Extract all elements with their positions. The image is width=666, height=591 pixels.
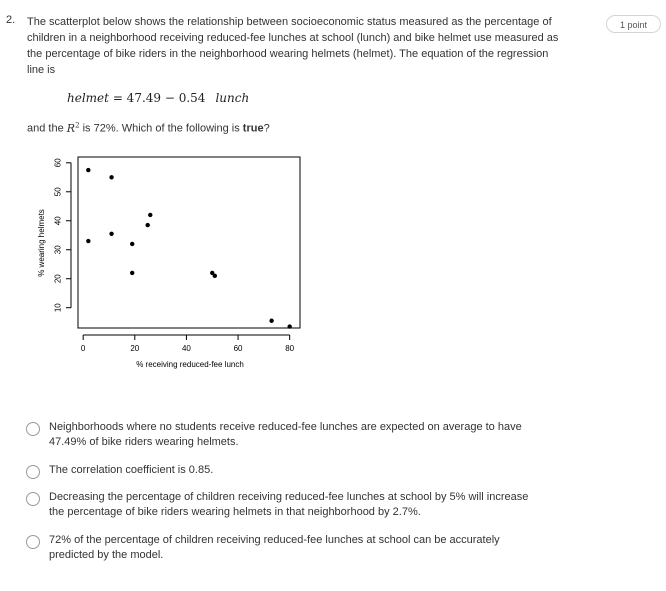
radio-button[interactable]	[26, 465, 40, 479]
y-tick-label: 10	[53, 303, 63, 313]
points-badge: 1 point	[606, 15, 661, 33]
regression-equation	[67, 91, 249, 105]
r2-bold-word: true	[242, 122, 264, 135]
equation-rhs: lunch	[215, 91, 250, 105]
option-text: Neighborhoods where no students receive reduced-fee lunches are expected on average to have 47.49% of bike riders wearing helmets.	[49, 421, 522, 448]
data-point	[287, 324, 291, 328]
r2-suffix: is 72%. Which of the following is	[82, 122, 240, 135]
radio-button[interactable]	[26, 422, 40, 436]
x-tick-label: 20	[130, 344, 140, 353]
x-axis	[81, 335, 295, 353]
y-tick-label: 20	[53, 274, 63, 284]
y-tick-label: 30	[53, 245, 63, 255]
r2-end: ?	[263, 122, 270, 135]
x-tick-label: 80	[285, 344, 295, 353]
answer-option-1[interactable]	[26, 420, 546, 450]
radio-button[interactable]	[26, 535, 40, 549]
data-point	[130, 242, 134, 246]
answer-option-2[interactable]	[26, 463, 546, 478]
data-point	[109, 175, 113, 179]
y-axis-label: % wearing helmets	[37, 209, 46, 277]
r2-symbol: $R^2$	[66, 121, 80, 135]
r2-prefix: and the	[27, 122, 64, 135]
y-axis	[54, 158, 72, 312]
data-point	[86, 239, 90, 243]
option-text: The correlation coefficient is 0.85.	[49, 464, 214, 476]
data-point	[145, 223, 149, 227]
data-point	[109, 232, 113, 236]
question-text: The scatterplot below shows the relationship between socioeconomic status measured as the percentage of children in a neighborhood receiving reduced-fee lunches at school (lunch) and bike helmet use measured as the percentage of bike riders in the neighborhood wearing helmets (helmet). The equation of the regression line is	[27, 16, 559, 76]
data-point	[213, 274, 217, 278]
data-point	[86, 168, 90, 172]
data-point	[130, 271, 134, 275]
r-squared-statement	[27, 121, 270, 135]
scatterplot	[30, 150, 320, 380]
plot-frame	[78, 157, 300, 328]
y-tick-label: 50	[53, 187, 63, 197]
question-number: 2.	[6, 14, 16, 26]
data-point	[148, 213, 152, 217]
option-text: 72% of the percentage of children receiving reduced-fee lunches at school can be accurately predicted by the model.	[49, 534, 500, 561]
y-tick-label: 40	[53, 216, 63, 226]
answer-option-3[interactable]	[26, 490, 546, 520]
x-tick-label: 40	[181, 344, 191, 353]
data-point	[269, 319, 273, 323]
data-points	[86, 168, 292, 329]
x-tick-label: 0	[80, 344, 86, 353]
answer-options	[26, 420, 546, 563]
option-text: Decreasing the percentage of children receiving reduced-fee lunches at school by 5% will increase the percentage of bike riders wearing helmets in that neighborhood by 2.7%.	[49, 491, 529, 518]
equation-coeffs: = 47.49 − 0.54	[112, 91, 206, 105]
x-tick-label: 60	[233, 344, 243, 353]
x-axis-label: % receiving reduced-fee lunch	[136, 360, 244, 369]
radio-button[interactable]	[26, 492, 40, 506]
y-tick-label: 60	[53, 158, 63, 168]
equation-lhs: helmet	[67, 91, 109, 105]
answer-option-4[interactable]	[26, 533, 546, 563]
